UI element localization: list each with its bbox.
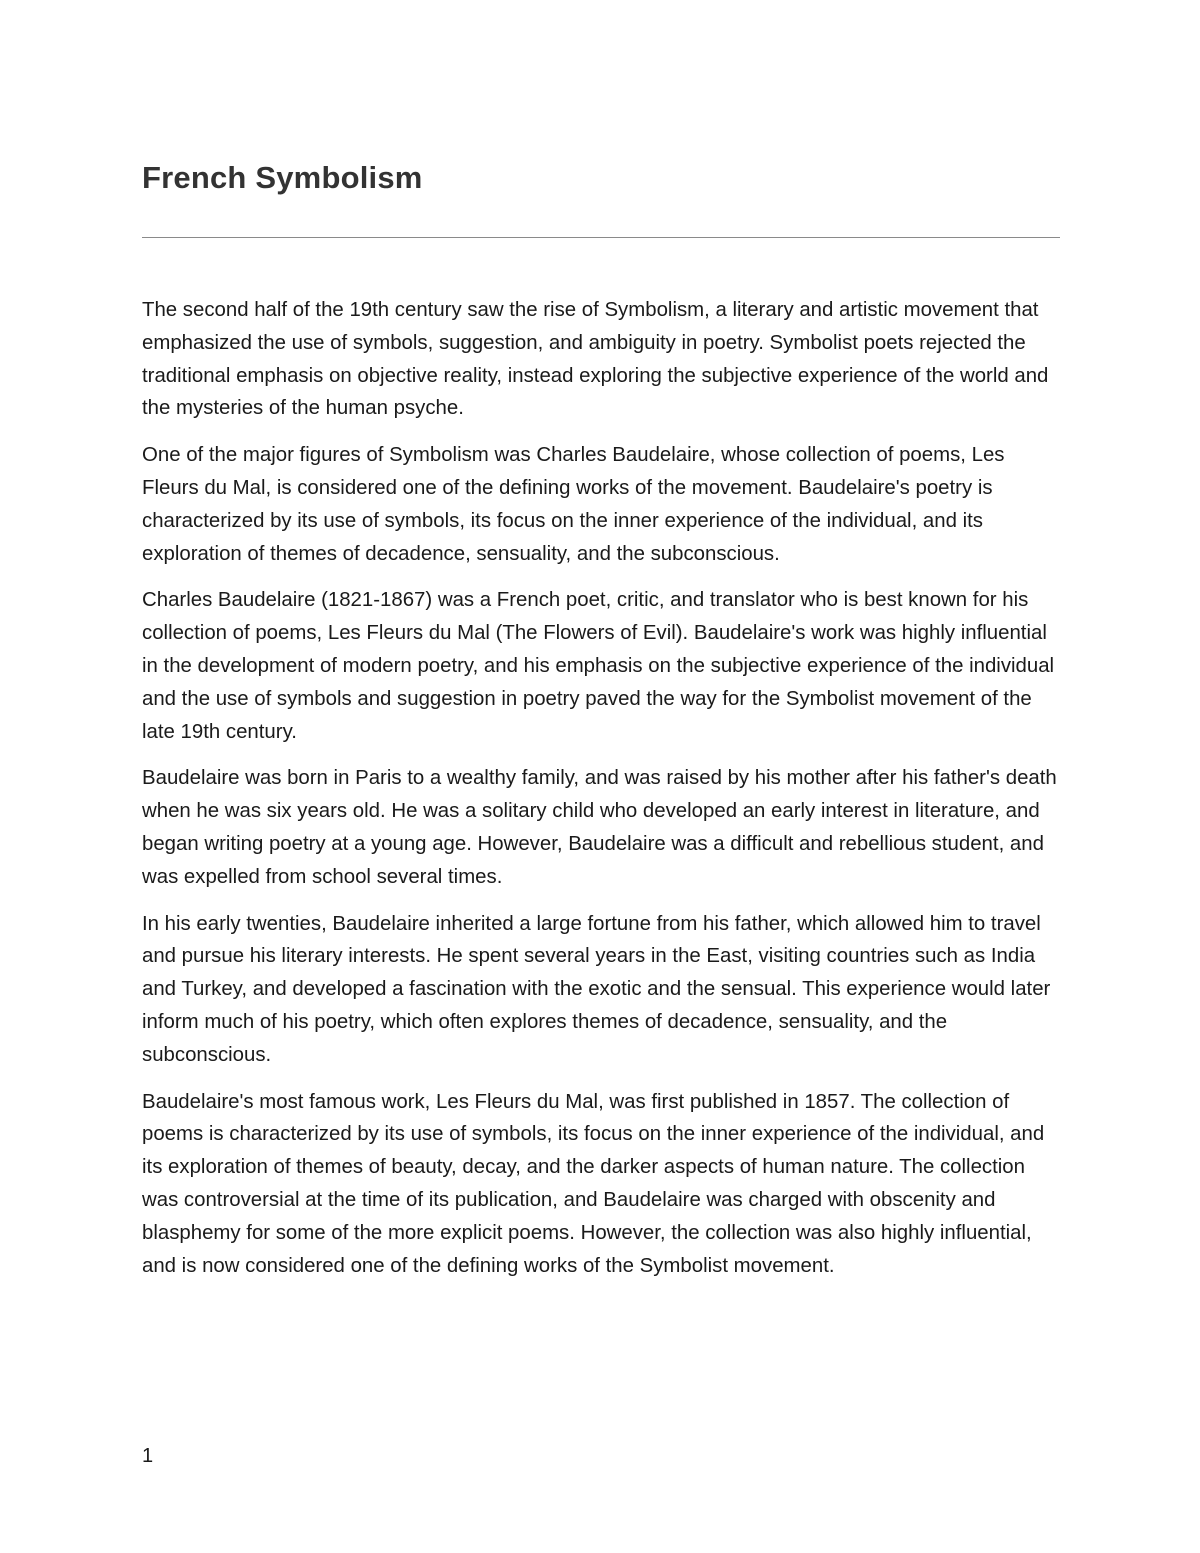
title-divider (142, 237, 1060, 238)
paragraph: Baudelaire's most famous work, Les Fleurs du Mal, was first published in 1857. The collection of poems is characterized by its use of symbols, its focus on the inner experience of the individual, and its exploration of themes of beauty, decay, and the darker aspects of human nature. The collection was controversial at the time of its publication, and Baudelaire was charged with obscenity and blasphemy for some of the more explicit poems. However, the collection was also highly influential, and is now considered one of the defining works of the Symbolist movement. (142, 1090, 1045, 1277)
body-text (142, 294, 1060, 1296)
paragraph: The second half of the 19th century saw the rise of Symbolism, a literary and artistic movement that emphasized the use of symbols, suggestion, and ambiguity in poetry. Symbolist poets rejected the traditional emphasis on objective reality, instead exploring the subjective experience of the world and the mysteries of the human psyche. (142, 299, 1049, 420)
paragraph: Baudelaire was born in Paris to a wealthy family, and was raised by his mother after his father's death when he was six years old. He was a solitary child who developed an early interest in literature, and began writing poetry at a young age. However, Baudelaire was a difficult and rebellious student, and was expelled from school several times. (142, 767, 1057, 888)
page-title: French Symbolism (142, 160, 423, 195)
paragraph: One of the major figures of Symbolism was Charles Baudelaire, whose collection of poems, Les Fleurs du Mal, is considered one of the defining works of the movement. Baudelaire's poetry is characterized by its use of symbols, its focus on the inner experience of the individual, and its exploration of themes of decadence, sensuality, and the subconscious. (142, 444, 1005, 565)
page-number: 1 (142, 1445, 154, 1467)
paragraph: Charles Baudelaire (1821-1867) was a French poet, critic, and translator who is best known for his collection of poems, Les Fleurs du Mal (The Flowers of Evil). Baudelaire's work was highly influential in the development of modern poetry, and his emphasis on the subjective experience of the individual and the use of symbols and suggestion in poetry paved the way for the Symbolist movement of the late 19th century. (142, 589, 1055, 743)
paragraph: In his early twenties, Baudelaire inherited a large fortune from his father, which allowed him to travel and pursue his literary interests. He spent several years in the East, visiting countries such as India and Turkey, and developed a fascination with the exotic and the sensual. This experience would later inform much of his poetry, which often explores themes of decadence, sensuality, and the subconscious. (142, 912, 1051, 1066)
